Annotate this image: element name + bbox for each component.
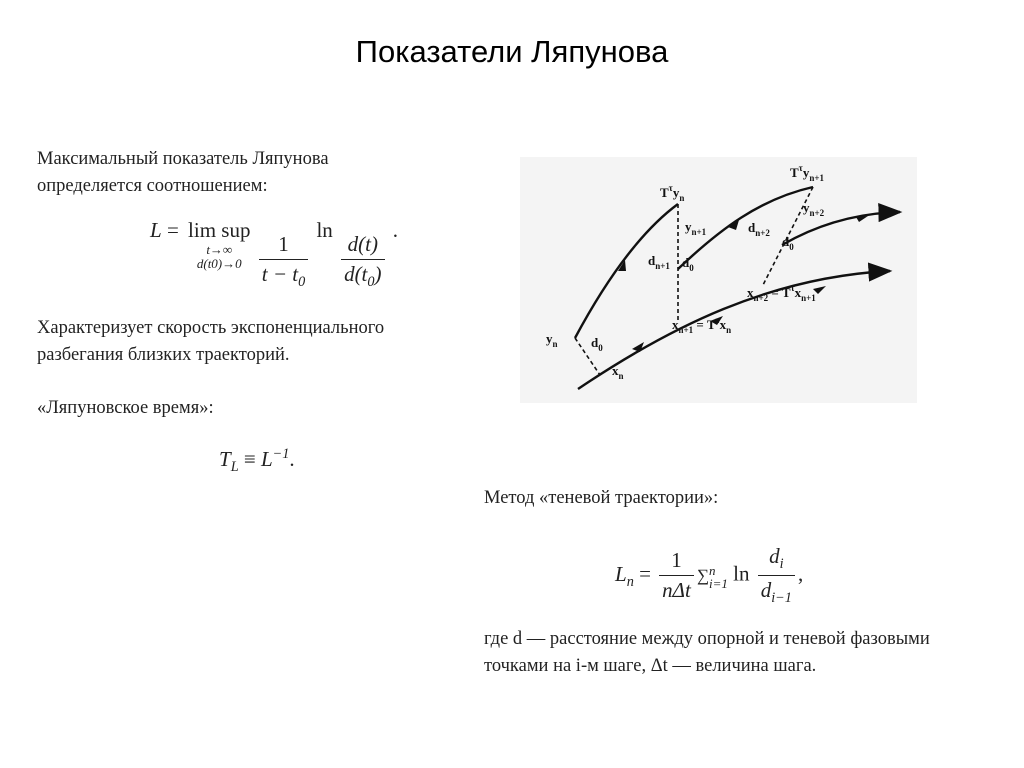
frac2-den-sub: 0 (367, 274, 375, 291)
tl-lhs-T: T (219, 447, 231, 471)
label-x-n1: $x_{n+1} = T^\tau x_n$ (672, 315, 732, 335)
diagram-svg (520, 157, 917, 403)
ln-lhs-sub: n (626, 573, 634, 590)
distance-lines (575, 187, 813, 375)
where-line-1: где d — расстояние между опорной и теневой фазовыми (484, 629, 930, 649)
ln-frac2-num (766, 544, 786, 575)
ln-lhs-L: L (615, 561, 627, 586)
ln-eq: = (639, 561, 651, 586)
label-Ty-n1: $T^\tau y_{n+1}$ (790, 163, 824, 183)
lim-word: lim (188, 218, 217, 242)
tl-rhs-L: L (260, 447, 273, 471)
label-x-n: $x_n$ (612, 363, 624, 381)
formula-period: . (392, 218, 399, 242)
lim-sub-2: d(t0)→0 (196, 256, 242, 271)
ln-frac2-num-d: d (769, 544, 780, 568)
label-d0-c: $d_0$ (782, 234, 794, 252)
where-line-2: точками на i-м шаге, Δt — величина шага. (484, 656, 817, 676)
ln-frac2-num-sub: i (779, 556, 784, 573)
tl-rhs-sup: −1 (272, 446, 290, 462)
intro-line-1: Максимальный показатель Ляпунова (37, 149, 329, 169)
frac1-den (259, 259, 308, 291)
fraction-d-ratio (341, 232, 384, 291)
ln-word: ln (316, 218, 333, 242)
slide-title: Показатели Ляпунова (355, 34, 669, 69)
lim-operator (188, 218, 250, 271)
label-d0-b: $d_0$ (682, 255, 694, 273)
reference-trajectory (578, 271, 890, 389)
sum-upper: n (708, 562, 716, 578)
tl-rhs (261, 447, 289, 471)
shadow-segment-1 (575, 204, 678, 338)
sum-symbol (696, 562, 728, 591)
frac2-den (341, 259, 384, 291)
shadow-segment-3 (782, 212, 900, 245)
characterization-text (37, 315, 384, 369)
label-Ty-n: $T^\tau y_n$ (660, 183, 685, 203)
label-y-n: $y_n$ (546, 331, 558, 349)
formula-eq: = (166, 218, 179, 242)
label-d-n2: $d_{n+2}$ (748, 220, 770, 238)
formula-lyapunov-time (219, 446, 295, 476)
label-d0-a: $d_0$ (591, 335, 603, 353)
method-label: Метод «теневой траектории»: (484, 488, 719, 508)
ln-frac-1 (659, 548, 694, 603)
lyapunov-time-label: «Ляпуновское время»: (37, 398, 214, 418)
ln-frac2-den (758, 575, 795, 607)
frac1-den-text: t − t (261, 262, 299, 286)
intro-text (37, 146, 329, 200)
tl-period: . (289, 447, 295, 471)
char-line-1: Характеризует скорость экспоненциального (37, 318, 385, 338)
frac1-num: 1 (278, 232, 289, 256)
formula-lyapunov-max (150, 218, 398, 291)
sum-sigma: ∑ (696, 565, 709, 585)
ln-comma: , (797, 561, 804, 586)
ln-frac1-num: 1 (671, 548, 682, 573)
frac2-num: d(t) (347, 232, 378, 256)
label-x-n2: $x_{n+2} = T^\tau x_{n+1}$ (747, 283, 816, 303)
ln-word-2: ln (733, 561, 750, 586)
lim-sub-1: t→∞ (206, 242, 233, 257)
label-y-n1: $y_{n+1}$ (685, 219, 707, 237)
shadow-trajectory-diagram (520, 157, 917, 403)
char-line-2: разбегания близких траекторий. (37, 345, 290, 365)
sum-limits (709, 564, 728, 590)
label-d-n1: $d_{n+1}$ (648, 253, 670, 271)
formula-shadow-Ln (615, 544, 803, 607)
tl-lhs (219, 447, 239, 476)
frac1-den-sub: 0 (298, 274, 306, 291)
label-y-n2: $y_{n+2}$ (803, 200, 825, 218)
frac2-den-text: d(t (344, 262, 368, 286)
ln-frac2-den-sub: i−1 (771, 590, 792, 607)
intro-line-2: определяется соотношением: (37, 176, 268, 196)
where-text (484, 626, 930, 680)
sum-lower: i=1 (708, 575, 728, 591)
sup-word: sup (221, 218, 251, 242)
fraction-one-over-t (259, 232, 308, 291)
direction-arrows (618, 216, 868, 352)
ln-lhs (615, 561, 634, 590)
ln-frac1-den: nΔt (659, 575, 694, 603)
formula-lhs: L (150, 218, 162, 242)
ln-frac2-den-d: d (760, 578, 772, 603)
ln-frac-2 (758, 544, 795, 607)
frac2-den-close: ) (374, 262, 382, 286)
tl-lhs-sub: L (230, 459, 239, 476)
tl-equiv: ≡ (243, 447, 256, 471)
